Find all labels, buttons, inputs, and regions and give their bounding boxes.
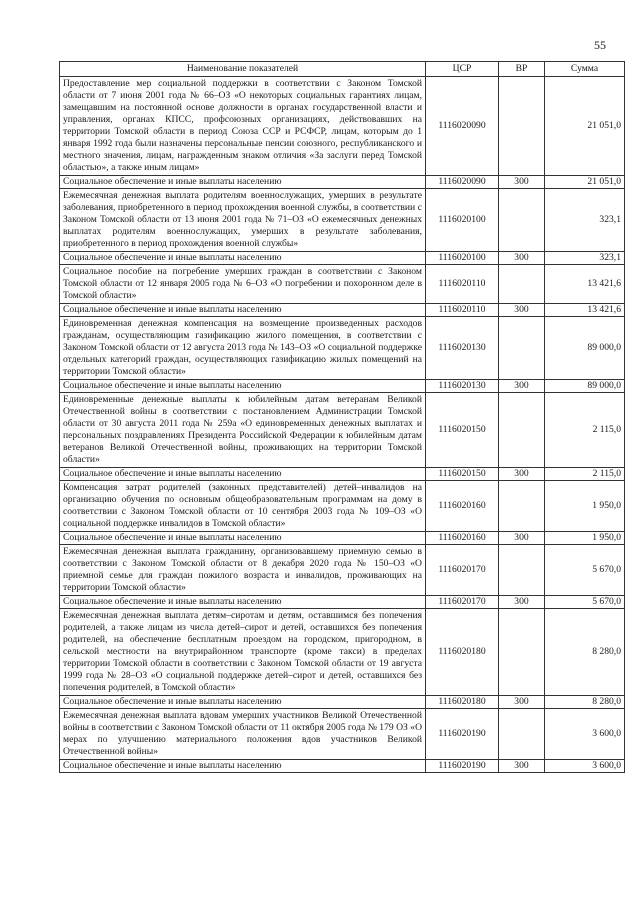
row-sum: 89 000,0 (545, 317, 625, 380)
row-csr: 1116020190 (426, 760, 499, 773)
table-row (60, 265, 625, 304)
table-row (60, 380, 625, 393)
header-csr: ЦСР (426, 62, 499, 77)
row-vr (499, 545, 545, 596)
row-vr: 300 (499, 596, 545, 609)
table-header-row (60, 62, 625, 77)
row-sum: 89 000,0 (545, 380, 625, 393)
row-sum: 2 115,0 (545, 393, 625, 468)
row-sum: 5 670,0 (545, 596, 625, 609)
row-sum: 8 280,0 (545, 609, 625, 696)
row-name: Социальное обеспечение и иные выплаты населению (60, 596, 426, 609)
row-vr (499, 481, 545, 532)
row-csr: 1116020180 (426, 696, 499, 709)
row-name: Ежемесячная денежная выплата детям–сиротам и детям, оставшимся без попечения родителей, а также лицам из числа детей–сирот и детей, оставшихся без попечения родителей, на обеспечение бесплатным проездом на городском, пригородном, в сельской местности на внутрирайонном транспорте (кроме такси) в пределах территории Томской области в соответствии с Законом Томской области от 19 августа 1999 года № 28–ОЗ «О социальной поддержке детей–сирот и детей, оставшихся без попечения родителей, в Томской области» (60, 609, 426, 696)
row-vr (499, 265, 545, 304)
row-name: Социальное обеспечение и иные выплаты населению (60, 696, 426, 709)
row-csr: 1116020090 (426, 176, 499, 189)
row-csr: 1116020160 (426, 532, 499, 545)
row-name: Компенсация затрат родителей (законных представителей) детей–инвалидов на организацию обучения по основным общеобразовательным программам на дому в соответствии с Законом Томской области от 10 сентября 2003 года № 109–ОЗ «О социальной поддержке инвалидов в Томской области» (60, 481, 426, 532)
row-vr: 300 (499, 468, 545, 481)
table-row (60, 545, 625, 596)
row-csr: 1116020160 (426, 481, 499, 532)
row-csr: 1116020170 (426, 596, 499, 609)
row-name: Социальное обеспечение и иные выплаты населению (60, 252, 426, 265)
header-sum: Сумма (545, 62, 625, 77)
page-number: 55 (594, 38, 606, 52)
row-name: Ежемесячная денежная выплата родителям военнослужащих, умерших в результате заболевания, приобретенного в период прохождения военной службы, в соответствии с Законом Томской области от 13 июня 2001 года № 71–ОЗ «О ежемесячных денежных выплатах родителям военнослужащих, умерших в результате заболевания, приобретенного в период прохождения военной службы» (60, 189, 426, 252)
header-vr: ВР (499, 62, 545, 77)
row-sum: 3 600,0 (545, 709, 625, 760)
row-sum: 8 280,0 (545, 696, 625, 709)
row-sum: 323,1 (545, 252, 625, 265)
row-name: Социальное обеспечение и иные выплаты населению (60, 176, 426, 189)
row-csr: 1116020100 (426, 252, 499, 265)
row-sum: 3 600,0 (545, 760, 625, 773)
row-vr: 300 (499, 380, 545, 393)
row-name: Социальное обеспечение и иные выплаты населению (60, 380, 426, 393)
budget-table (59, 61, 625, 773)
table-row (60, 696, 625, 709)
row-name: Социальное обеспечение и иные выплаты населению (60, 468, 426, 481)
row-name: Социальное пособие на погребение умерших граждан в соответствии с Законом Томской области от 12 января 2005 года № 6–ОЗ «О погребении и похоронном деле в Томской области» (60, 265, 426, 304)
row-name: Единовременная денежная компенсация на возмещение произведенных расходов гражданам, осуществляющим газификацию жилого помещения, в соответствии с Законом Томской области от 12 августа 2013 года № 143–ОЗ «О социальной поддержке отдельных категорий граждан, осуществляющих газификацию жилых помещений на территории Томской области» (60, 317, 426, 380)
row-vr: 300 (499, 696, 545, 709)
row-name: Социальное обеспечение и иные выплаты населению (60, 304, 426, 317)
row-csr: 1116020110 (426, 265, 499, 304)
row-csr: 1116020180 (426, 609, 499, 696)
row-vr: 300 (499, 252, 545, 265)
row-vr: 300 (499, 176, 545, 189)
table-row (60, 304, 625, 317)
table-row (60, 609, 625, 696)
row-sum: 2 115,0 (545, 468, 625, 481)
row-vr (499, 189, 545, 252)
row-vr: 300 (499, 532, 545, 545)
row-sum: 21 051,0 (545, 77, 625, 176)
row-name: Ежемесячная денежная выплата вдовам умерших участников Великой Отечественной войны в соответствии с Законом Томской области от 11 октября 2005 года № 179 ОЗ «О мерах по улучшению материального положения вдов участников Великой Отечественной войны» (60, 709, 426, 760)
row-csr: 1116020130 (426, 317, 499, 380)
row-csr: 1116020190 (426, 709, 499, 760)
row-sum: 5 670,0 (545, 545, 625, 596)
row-csr: 1116020110 (426, 304, 499, 317)
table-row (60, 176, 625, 189)
row-sum: 1 950,0 (545, 481, 625, 532)
row-name: Социальное обеспечение и иные выплаты населению (60, 760, 426, 773)
table-row (60, 481, 625, 532)
row-vr (499, 609, 545, 696)
header-name: Наименование показателей (60, 62, 426, 77)
table-row (60, 760, 625, 773)
row-vr (499, 709, 545, 760)
row-csr: 1116020150 (426, 393, 499, 468)
row-csr: 1116020130 (426, 380, 499, 393)
row-csr: 1116020090 (426, 77, 499, 176)
table-row (60, 709, 625, 760)
row-name: Предоставление мер социальной поддержки в соответствии с Законом Томской области от 7 июня 2001 года № 66–ОЗ «О некоторых социальных гарантиях лицам, замещавшим на постоянной основе должности в органах государственной власти и управления, органах КПСС, профсоюзных организациях, действовавших на территории Томской области в период Союза ССР и РСФСР, лицам, которым до 1 января 1992 года были назначены персональные пенсии союзного, республиканского и местного значения, лицам, награжденным знаком отличия «За заслуги перед Томской областью», а также иным лицам» (60, 77, 426, 176)
row-vr (499, 393, 545, 468)
row-name: Ежемесячная денежная выплата гражданину, организовавшему приемную семью в соответствии с Законом Томской области от 8 декабря 2020 года № 150–ОЗ «О приемной семье для граждан пожилого возраста и инвалидов, проживающих на территории Томской области» (60, 545, 426, 596)
row-csr: 1116020170 (426, 545, 499, 596)
table-row (60, 77, 625, 176)
table-row (60, 532, 625, 545)
table-row (60, 468, 625, 481)
table-row (60, 317, 625, 380)
row-sum: 13 421,6 (545, 304, 625, 317)
table-row (60, 189, 625, 252)
row-vr (499, 77, 545, 176)
row-sum: 13 421,6 (545, 265, 625, 304)
row-sum: 21 051,0 (545, 176, 625, 189)
table-row (60, 393, 625, 468)
row-sum: 1 950,0 (545, 532, 625, 545)
row-csr: 1116020150 (426, 468, 499, 481)
row-vr: 300 (499, 304, 545, 317)
row-name: Социальное обеспечение и иные выплаты населению (60, 532, 426, 545)
row-name: Единовременные денежные выплаты к юбилейным датам ветеранам Великой Отечественной войны в соответствии с постановлением Администрации Томской области от 30 августа 2011 года № 259а «О единовременных денежных выплатах и персональных поздравлениях Президента Российской Федерации к юбилейным датам ветеранов Великой Отечественной войны, проживающих на территории Томской области» (60, 393, 426, 468)
row-vr (499, 317, 545, 380)
row-sum: 323,1 (545, 189, 625, 252)
row-csr: 1116020100 (426, 189, 499, 252)
table-row (60, 596, 625, 609)
table-row (60, 252, 625, 265)
row-vr: 300 (499, 760, 545, 773)
